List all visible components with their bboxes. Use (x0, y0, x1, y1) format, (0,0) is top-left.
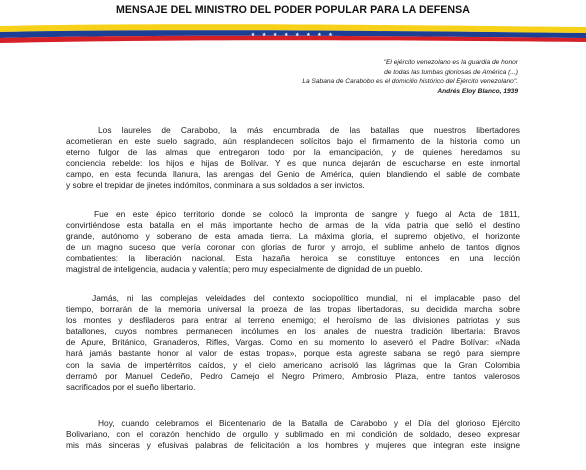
epigraph (240, 58, 518, 96)
paragraph-line: Fue en este épico territorio donde se colocó la impronta de sangre y fuego al Acta de 1811, (94, 209, 520, 219)
paragraph-line: Hoy, cuando celebramos el Bicentenario de la Batalla de Carabobo y el Día del glorioso Ejército (98, 418, 520, 428)
paragraph-line: magistral de inteligencia, audacia y valentía; pero muy especialmente de dignidad de un pueblo. (66, 264, 423, 275)
paragraph-2 (66, 209, 520, 276)
paragraph-line: campo, en esta fecunda llanura, las arengas del Genio de América, quien blandiendo el sable de combate (66, 169, 520, 180)
paragraph-3 (66, 293, 520, 393)
paragraph-line: de Apure, Británico, Granaderos, Rifles, Vargas. Como en su momento lo aseveró el Padre Bolívar: «Nada (66, 337, 520, 348)
paragraph-line: los montes y desfiladeros para entrar al terreno enemigo; el heroísmo de las divisiones patriotas y sus (66, 315, 520, 326)
paragraph-line: convirtiéndose esta batalla en el más importante hecho de armas de la vida patria que selló el destino (66, 220, 520, 231)
paragraph-line: Los laureles de Carabobo, la más encumbrada de las batallas que nuestros libertadores (98, 125, 520, 135)
paragraph-line: derramó por Manuel Cedeño, Pedro Camejo el Negro Primero, Ambrosio Plaza, entre tantos valerosos (66, 370, 520, 381)
paragraph-line: grande, autónomo y soberano de esta amada tierra. La máxima gloria, el supremo objetivo, el horizonte (66, 231, 520, 242)
epigraph-line: de todas las tumbas gloriosas de América (...) (384, 68, 518, 76)
paragraph-line: de un magno suceso que vería coronar con glorias de furor y arrojo, el sublime anhelo de tantos dignos (66, 242, 520, 253)
paragraph-line: acometieran en este suelo sagrado, aún resplandecen solícitos bajo el firmamento de la historia como un (66, 136, 520, 147)
paragraph-1 (66, 125, 520, 192)
paragraph-line: Jamás, ni las complejas veleidades del contexto sociopolítico mundial, ni el implacable paso del (92, 293, 520, 303)
paragraph-4 (66, 418, 520, 451)
paragraph-line: mis más sinceras y efusivas palabras de felicitación a los hombres y mujeres que integran este insigne (66, 440, 520, 451)
paragraph-line: batallones, cuyos nombres permanecen incólumes en los anales de nuestra tradición libertaria: Bravos (66, 326, 520, 337)
epigraph-author: Andrés Eloy Blanco, 1939 (437, 87, 518, 95)
paragraph-line: conciencia rebelde: los hijos e hijas de Bolívar. Y es que nunca dejarán de escucharse en este inmortal (66, 158, 520, 169)
paragraph-line: tiempo, borrarán de la memoria universal la proeza de las tropas libertadoras, su decidida marcha sobre (66, 304, 520, 315)
paragraph-line: combatientes: la liberación nacional. Esta hazaña heroica se constituye entonces en una lección (66, 253, 520, 264)
paragraph-line: hará jamás bastante honor al valor de estas tropas», porque esta agreste sabana se regó para siempre (66, 348, 520, 359)
paragraph-line: Bolivariano, con el corazón henchido de orgullo y sublimado en mi condición de soldado, deseo expresar (66, 429, 520, 440)
paragraph-line: sacrificados por el sueño libertario. (66, 381, 196, 392)
epigraph-line: "El ejército venezolano es la guardia de honor (383, 59, 518, 66)
paragraph-line: y sobre el trepidar de jinetes indómitos, conminara a sus soldados a ser invictos. (66, 180, 365, 191)
paragraph-line: con la savia de impertérritos caídos, y el cielo americano acrisoló las lágrimas que la Gran Colombia (66, 359, 520, 370)
banner-stars: ★ ★ ★ ★ ★ ★ ★ ★ (250, 32, 336, 38)
paragraph-line: eterno fulgor de las almas que entregaron todo por la emancipación, y de quienes heredamos su (66, 147, 520, 158)
epigraph-line: La Sabana de Carabobo es el domicilio histórico del Ejército venezolano". (302, 78, 518, 86)
document-title: MENSAJE DEL MINISTRO DEL PODER POPULAR PARA LA DEFENSA (116, 4, 470, 16)
